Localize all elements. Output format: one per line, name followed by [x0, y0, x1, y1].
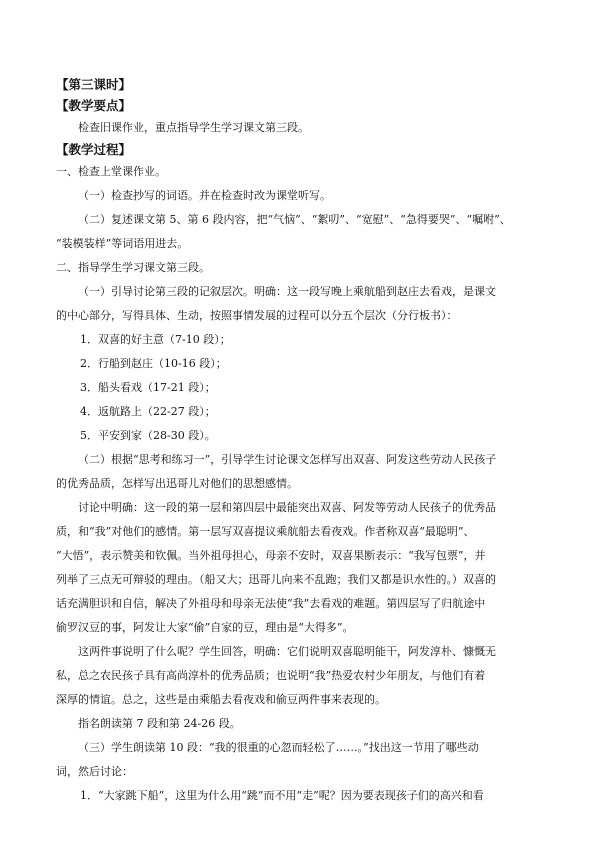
- paragraph-line: “装模装样”等词语用进去。: [56, 237, 189, 250]
- list-item: 3．船头看戏（17-21 段）；: [80, 381, 216, 394]
- paragraph-line: 的中心部分，写得具体、生动，按照事情发展的过程可以分五个层次（分行板书）：: [56, 309, 458, 322]
- paragraph-line: 列举了三点无可辩驳的理由。（船又大；迅哥儿向来不乱跑；我们又都是识水性的。）双喜的: [56, 573, 496, 586]
- paragraph-line: （一）检查抄写的词语。并在检查时改为课堂听写。: [78, 189, 331, 202]
- process-title: 【教学过程】: [56, 142, 132, 157]
- paragraph-line: （一）引导讨论第三段的记叙层次。明确：这一段写晚上乘航船到赵庄去看戏，是课文: [78, 285, 496, 298]
- paragraph-line: （二）复述课文第 5、第 6 段内容，把“气恼”、“絮叨”、“宽慰”、“急得要哭”、“嘱咐”、: [78, 213, 511, 226]
- list-item: 2．行船到赵庄（10-16 段）；: [80, 357, 227, 370]
- paragraph-line: 私，总之农民孩子具有高尚淳朴的优秀品质；也说明“我”热爱农村少年朋友，与他们有着: [56, 669, 486, 682]
- paragraph-line: 深厚的情谊。总之，这些是由乘船去看夜戏和偷豆两件事来表现的。: [56, 693, 386, 706]
- key-points-text: 检查旧课作业，重点指导学生学习课文第三段。: [78, 121, 309, 134]
- lesson-title: 【第三课时】: [56, 77, 132, 92]
- paragraph-line: （三）学生朗读第 10 段：“我的很重的心忽而轻松了……。”找出这一节用了哪些动: [78, 741, 479, 754]
- list-item: 1．“大家跳下船”，这里为什么用“跳”而不用“走”呢？因为要表现孩子们的高兴和看: [80, 789, 484, 802]
- paragraph-line: 这两件事说明了什么呢？学生回答，明确：它们说明双喜聪明能干，阿发淳朴、慷慨无: [78, 645, 496, 658]
- paragraph-line: （二）根据“思考和练习一”，引导学生讨论课文怎样写出双喜、阿发这些劳动人民孩子: [78, 453, 497, 466]
- paragraph-line: 质，和“我”对他们的感情。第一层写双喜提议乘航船去看夜戏。作者称双喜“最聪明”、: [56, 525, 475, 538]
- list-item: 4．返航路上（22-27 段）；: [80, 405, 216, 418]
- paragraph-line: 偷罗汉豆的事，阿发让大家“偷”自家的豆，理由是“大得多”。: [56, 621, 354, 634]
- paragraph-line: 话充满胆识和自信，解决了外祖母和母亲无法使“我”去看戏的难题。第四层写了归航途中: [56, 597, 486, 610]
- section-1-heading: 一、检查上堂课作业。: [56, 165, 166, 178]
- key-points-title: 【教学要点】: [56, 98, 132, 113]
- paragraph-line: 指名朗读第 7 段和第 24-26 段。: [78, 717, 241, 730]
- section-2-heading: 二、指导学生学习课文第三段。: [56, 261, 210, 274]
- paragraph-line: 词，然后讨论：: [56, 765, 133, 778]
- paragraph-line: “大悟”，表示赞美和钦佩。当外祖母担心，母亲不安时，双喜果断表示：“我写包票”，并: [56, 549, 486, 562]
- list-item: 1．双喜的好主意（7-10 段）；: [80, 333, 231, 346]
- list-item: 5．平安到家（28-30 段）。: [80, 429, 216, 442]
- paragraph-line: 讨论中明确：这一段的第一层和第四层中最能突出双喜、阿发等劳动人民孩子的优秀品: [78, 501, 496, 514]
- paragraph-line: 的优秀品质，怎样写出迅哥儿对他们的思想感情。: [56, 477, 298, 490]
